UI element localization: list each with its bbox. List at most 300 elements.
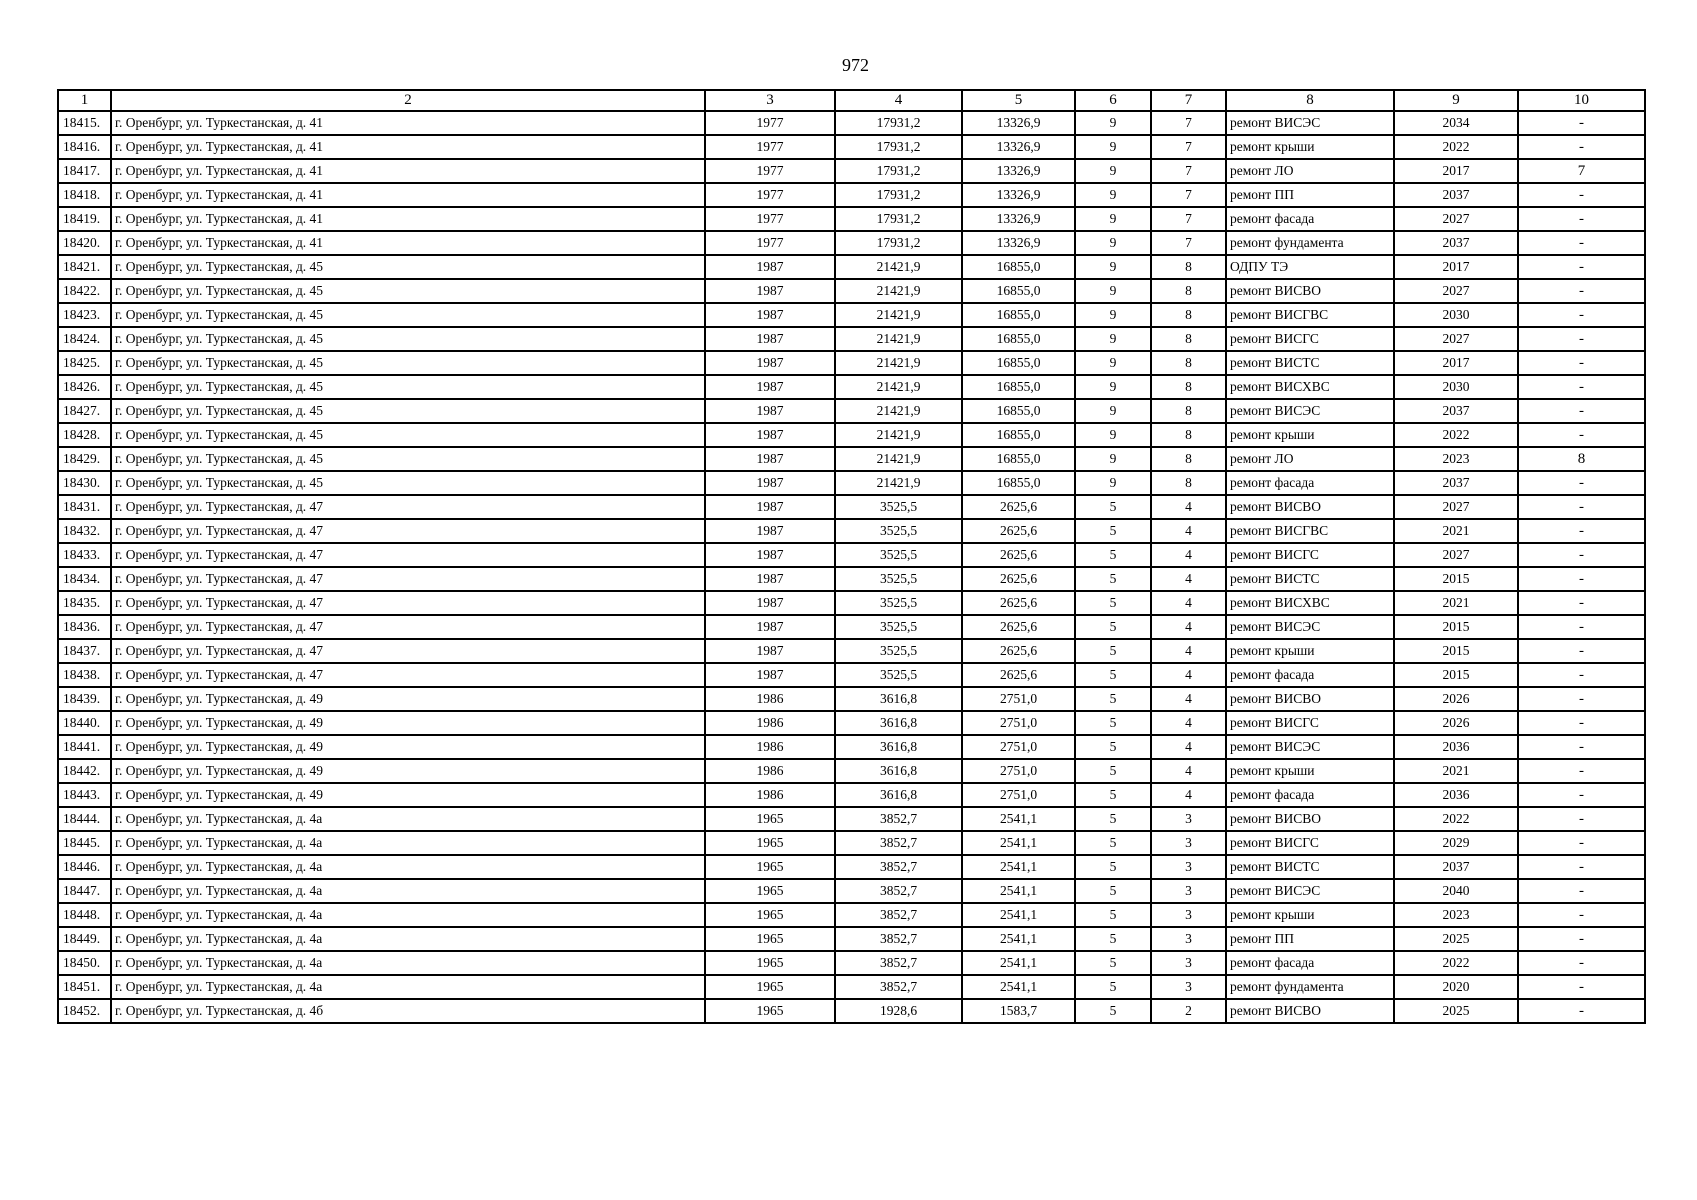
column-10-cell: - [1518,951,1645,975]
floors-cell: 5 [1075,855,1151,879]
entrances-cell: 4 [1151,735,1226,759]
living-area-cell: 16855,0 [962,255,1075,279]
column-header-6: 6 [1075,90,1151,111]
year-built-cell: 1987 [705,351,835,375]
year-built-cell: 1987 [705,495,835,519]
living-area-cell: 13326,9 [962,207,1075,231]
total-area-cell: 3852,7 [835,951,962,975]
work-type-cell: ОДПУ ТЭ [1226,255,1394,279]
table-row [58,735,1645,759]
work-type-cell: ремонт ВИСЭС [1226,615,1394,639]
year-built-cell: 1965 [705,831,835,855]
table-row [58,231,1645,255]
total-area-cell: 21421,9 [835,255,962,279]
address-cell: г. Оренбург, ул. Туркестанская, д. 45 [111,279,705,303]
total-area-cell: 21421,9 [835,279,962,303]
total-area-cell: 21421,9 [835,327,962,351]
total-area-cell: 3616,8 [835,687,962,711]
table-row [58,663,1645,687]
floors-cell: 5 [1075,759,1151,783]
year-built-cell: 1977 [705,183,835,207]
address-cell: г. Оренбург, ул. Туркестанская, д. 41 [111,231,705,255]
work-type-cell: ремонт ВИСТС [1226,351,1394,375]
row-number-cell: 18434. [58,567,111,591]
living-area-cell: 16855,0 [962,423,1075,447]
year-built-cell: 1977 [705,159,835,183]
row-number-cell: 18417. [58,159,111,183]
year-built-cell: 1987 [705,375,835,399]
total-area-cell: 3525,5 [835,543,962,567]
total-area-cell: 21421,9 [835,447,962,471]
work-type-cell: ремонт ПП [1226,183,1394,207]
column-10-cell: - [1518,495,1645,519]
column-header-10: 10 [1518,90,1645,111]
address-cell: г. Оренбург, ул. Туркестанская, д. 47 [111,495,705,519]
page-number: 972 [842,55,869,75]
planned-year-cell: 2021 [1394,591,1518,615]
entrances-cell: 4 [1151,783,1226,807]
year-built-cell: 1986 [705,735,835,759]
row-number-cell: 18420. [58,231,111,255]
floors-cell: 9 [1075,255,1151,279]
column-10-cell: - [1518,327,1645,351]
total-area-cell: 3525,5 [835,639,962,663]
entrances-cell: 4 [1151,495,1226,519]
planned-year-cell: 2026 [1394,687,1518,711]
living-area-cell: 16855,0 [962,351,1075,375]
address-cell: г. Оренбург, ул. Туркестанская, д. 4а [111,831,705,855]
row-number-cell: 18435. [58,591,111,615]
entrances-cell: 7 [1151,159,1226,183]
floors-cell: 5 [1075,495,1151,519]
floors-cell: 9 [1075,135,1151,159]
living-area-cell: 13326,9 [962,183,1075,207]
address-cell: г. Оренбург, ул. Туркестанская, д. 4а [111,975,705,999]
entrances-cell: 4 [1151,639,1226,663]
year-built-cell: 1986 [705,759,835,783]
table-row [58,639,1645,663]
column-10-cell: - [1518,543,1645,567]
address-cell: г. Оренбург, ул. Туркестанская, д. 41 [111,135,705,159]
row-number-cell: 18429. [58,447,111,471]
year-built-cell: 1986 [705,711,835,735]
table-row [58,375,1645,399]
planned-year-cell: 2030 [1394,375,1518,399]
living-area-cell: 2541,1 [962,903,1075,927]
planned-year-cell: 2026 [1394,711,1518,735]
total-area-cell: 21421,9 [835,471,962,495]
floors-cell: 9 [1075,279,1151,303]
column-10-cell: - [1518,111,1645,135]
floors-cell: 5 [1075,663,1151,687]
column-10-cell: - [1518,591,1645,615]
address-cell: г. Оренбург, ул. Туркестанская, д. 47 [111,615,705,639]
year-built-cell: 1987 [705,639,835,663]
work-type-cell: ремонт ВИСГС [1226,831,1394,855]
address-cell: г. Оренбург, ул. Туркестанская, д. 45 [111,423,705,447]
address-cell: г. Оренбург, ул. Туркестанская, д. 49 [111,735,705,759]
planned-year-cell: 2036 [1394,735,1518,759]
table-row [58,783,1645,807]
entrances-cell: 4 [1151,711,1226,735]
floors-cell: 5 [1075,519,1151,543]
column-10-cell: - [1518,615,1645,639]
living-area-cell: 2625,6 [962,639,1075,663]
row-number-cell: 18441. [58,735,111,759]
column-10-cell: - [1518,207,1645,231]
living-area-cell: 2625,6 [962,615,1075,639]
table-row [58,999,1645,1023]
column-header-5: 5 [962,90,1075,111]
column-10-cell: - [1518,375,1645,399]
planned-year-cell: 2029 [1394,831,1518,855]
year-built-cell: 1965 [705,855,835,879]
entrances-cell: 8 [1151,447,1226,471]
floors-cell: 9 [1075,471,1151,495]
work-type-cell: ремонт фасада [1226,207,1394,231]
entrances-cell: 2 [1151,999,1226,1023]
work-type-cell: ремонт ВИСВО [1226,999,1394,1023]
year-built-cell: 1965 [705,999,835,1023]
planned-year-cell: 2022 [1394,807,1518,831]
row-number-cell: 18418. [58,183,111,207]
address-cell: г. Оренбург, ул. Туркестанская, д. 41 [111,111,705,135]
year-built-cell: 1987 [705,255,835,279]
address-cell: г. Оренбург, ул. Туркестанская, д. 41 [111,183,705,207]
floors-cell: 9 [1075,111,1151,135]
address-cell: г. Оренбург, ул. Туркестанская, д. 41 [111,159,705,183]
year-built-cell: 1987 [705,543,835,567]
planned-year-cell: 2027 [1394,207,1518,231]
table-row [58,255,1645,279]
total-area-cell: 17931,2 [835,111,962,135]
planned-year-cell: 2020 [1394,975,1518,999]
living-area-cell: 2625,6 [962,495,1075,519]
total-area-cell: 3852,7 [835,831,962,855]
total-area-cell: 21421,9 [835,351,962,375]
table-row [58,423,1645,447]
planned-year-cell: 2021 [1394,519,1518,543]
work-type-cell: ремонт крыши [1226,903,1394,927]
floors-cell: 9 [1075,183,1151,207]
work-type-cell: ремонт ВИСВО [1226,279,1394,303]
column-10-cell: 7 [1518,159,1645,183]
floors-cell: 9 [1075,447,1151,471]
table-row [58,903,1645,927]
work-type-cell: ремонт крыши [1226,423,1394,447]
year-built-cell: 1987 [705,279,835,303]
column-header-1: 1 [58,90,111,111]
entrances-cell: 8 [1151,423,1226,447]
entrances-cell: 8 [1151,471,1226,495]
table-row [58,567,1645,591]
floors-cell: 5 [1075,783,1151,807]
address-cell: г. Оренбург, ул. Туркестанская, д. 4а [111,855,705,879]
total-area-cell: 21421,9 [835,399,962,423]
table-row [58,591,1645,615]
entrances-cell: 3 [1151,951,1226,975]
total-area-cell: 3616,8 [835,759,962,783]
year-built-cell: 1987 [705,399,835,423]
year-built-cell: 1986 [705,687,835,711]
entrances-cell: 4 [1151,663,1226,687]
entrances-cell: 4 [1151,519,1226,543]
living-area-cell: 2541,1 [962,807,1075,831]
entrances-cell: 3 [1151,879,1226,903]
work-type-cell: ремонт фасада [1226,783,1394,807]
year-built-cell: 1987 [705,327,835,351]
year-built-cell: 1977 [705,135,835,159]
address-cell: г. Оренбург, ул. Туркестанская, д. 45 [111,447,705,471]
table-row [58,807,1645,831]
table-row [58,159,1645,183]
year-built-cell: 1965 [705,903,835,927]
year-built-cell: 1965 [705,879,835,903]
work-type-cell: ремонт крыши [1226,759,1394,783]
living-area-cell: 13326,9 [962,135,1075,159]
column-10-cell: - [1518,879,1645,903]
column-header-7: 7 [1151,90,1226,111]
work-type-cell: ремонт ВИСТС [1226,855,1394,879]
work-type-cell: ремонт ВИСГВС [1226,519,1394,543]
table-row [58,327,1645,351]
entrances-cell: 4 [1151,759,1226,783]
row-number-cell: 18449. [58,927,111,951]
address-cell: г. Оренбург, ул. Туркестанская, д. 47 [111,591,705,615]
year-built-cell: 1977 [705,207,835,231]
year-built-cell: 1965 [705,975,835,999]
planned-year-cell: 2034 [1394,111,1518,135]
floors-cell: 9 [1075,159,1151,183]
floors-cell: 5 [1075,567,1151,591]
planned-year-cell: 2022 [1394,135,1518,159]
work-type-cell: ремонт ВИСГС [1226,711,1394,735]
living-area-cell: 16855,0 [962,327,1075,351]
column-10-cell: - [1518,279,1645,303]
entrances-cell: 8 [1151,399,1226,423]
row-number-cell: 18419. [58,207,111,231]
work-type-cell: ремонт ВИСГС [1226,543,1394,567]
total-area-cell: 3616,8 [835,711,962,735]
column-10-cell: - [1518,975,1645,999]
work-type-cell: ремонт фундамента [1226,975,1394,999]
column-10-cell: - [1518,231,1645,255]
column-10-cell: - [1518,351,1645,375]
living-area-cell: 16855,0 [962,279,1075,303]
total-area-cell: 21421,9 [835,303,962,327]
row-number-cell: 18422. [58,279,111,303]
work-type-cell: ремонт фасада [1226,663,1394,687]
entrances-cell: 4 [1151,615,1226,639]
column-10-cell: - [1518,183,1645,207]
total-area-cell: 3852,7 [835,855,962,879]
living-area-cell: 2625,6 [962,663,1075,687]
living-area-cell: 2751,0 [962,735,1075,759]
address-cell: г. Оренбург, ул. Туркестанская, д. 41 [111,207,705,231]
work-type-cell: ремонт ВИСГВС [1226,303,1394,327]
floors-cell: 5 [1075,711,1151,735]
total-area-cell: 3525,5 [835,495,962,519]
floors-cell: 5 [1075,807,1151,831]
living-area-cell: 2625,6 [962,591,1075,615]
work-type-cell: ремонт ВИСЭС [1226,399,1394,423]
work-type-cell: ремонт фасада [1226,951,1394,975]
planned-year-cell: 2027 [1394,327,1518,351]
address-cell: г. Оренбург, ул. Туркестанская, д. 47 [111,567,705,591]
floors-cell: 5 [1075,831,1151,855]
address-cell: г. Оренбург, ул. Туркестанская, д. 49 [111,759,705,783]
address-cell: г. Оренбург, ул. Туркестанская, д. 4б [111,999,705,1023]
planned-year-cell: 2017 [1394,159,1518,183]
floors-cell: 9 [1075,423,1151,447]
floors-cell: 5 [1075,975,1151,999]
work-type-cell: ремонт ВИСТС [1226,567,1394,591]
column-10-cell: - [1518,903,1645,927]
floors-cell: 5 [1075,543,1151,567]
floors-cell: 5 [1075,879,1151,903]
table-row [58,519,1645,543]
address-cell: г. Оренбург, ул. Туркестанская, д. 45 [111,471,705,495]
living-area-cell: 16855,0 [962,399,1075,423]
total-area-cell: 21421,9 [835,423,962,447]
living-area-cell: 13326,9 [962,159,1075,183]
planned-year-cell: 2027 [1394,543,1518,567]
living-area-cell: 16855,0 [962,303,1075,327]
living-area-cell: 16855,0 [962,471,1075,495]
entrances-cell: 3 [1151,927,1226,951]
column-10-cell: - [1518,735,1645,759]
table-row [58,351,1645,375]
planned-year-cell: 2037 [1394,855,1518,879]
column-10-cell: - [1518,807,1645,831]
living-area-cell: 13326,9 [962,111,1075,135]
living-area-cell: 2541,1 [962,855,1075,879]
address-cell: г. Оренбург, ул. Туркестанская, д. 45 [111,399,705,423]
floors-cell: 9 [1075,231,1151,255]
year-built-cell: 1965 [705,951,835,975]
address-cell: г. Оренбург, ул. Туркестанская, д. 4а [111,903,705,927]
living-area-cell: 2541,1 [962,879,1075,903]
row-number-cell: 18452. [58,999,111,1023]
address-cell: г. Оренбург, ул. Туркестанская, д. 47 [111,519,705,543]
column-header-8: 8 [1226,90,1394,111]
entrances-cell: 8 [1151,351,1226,375]
planned-year-cell: 2022 [1394,951,1518,975]
row-number-cell: 18427. [58,399,111,423]
column-10-cell: - [1518,567,1645,591]
entrances-cell: 7 [1151,183,1226,207]
table-row [58,207,1645,231]
table-row [58,615,1645,639]
year-built-cell: 1987 [705,303,835,327]
year-built-cell: 1987 [705,567,835,591]
work-type-cell: ремонт ВИСЭС [1226,111,1394,135]
column-header-3: 3 [705,90,835,111]
total-area-cell: 17931,2 [835,183,962,207]
entrances-cell: 8 [1151,303,1226,327]
planned-year-cell: 2015 [1394,567,1518,591]
address-cell: г. Оренбург, ул. Туркестанская, д. 49 [111,783,705,807]
row-number-cell: 18446. [58,855,111,879]
address-cell: г. Оренбург, ул. Туркестанская, д. 4а [111,879,705,903]
row-number-cell: 18451. [58,975,111,999]
entrances-cell: 3 [1151,975,1226,999]
planned-year-cell: 2025 [1394,999,1518,1023]
planned-year-cell: 2036 [1394,783,1518,807]
living-area-cell: 2541,1 [962,951,1075,975]
column-10-cell: - [1518,999,1645,1023]
planned-year-cell: 2023 [1394,903,1518,927]
work-type-cell: ремонт ВИСВО [1226,807,1394,831]
entrances-cell: 8 [1151,375,1226,399]
floors-cell: 9 [1075,207,1151,231]
column-10-cell: - [1518,519,1645,543]
table-row [58,303,1645,327]
row-number-cell: 18448. [58,903,111,927]
table-row [58,831,1645,855]
floors-cell: 5 [1075,615,1151,639]
work-type-cell: ремонт ВИСВО [1226,687,1394,711]
floors-cell: 9 [1075,399,1151,423]
entrances-cell: 4 [1151,567,1226,591]
row-number-cell: 18432. [58,519,111,543]
planned-year-cell: 2015 [1394,663,1518,687]
address-cell: г. Оренбург, ул. Туркестанская, д. 45 [111,303,705,327]
column-10-cell: 8 [1518,447,1645,471]
total-area-cell: 3525,5 [835,567,962,591]
row-number-cell: 18430. [58,471,111,495]
table-row [58,975,1645,999]
address-cell: г. Оренбург, ул. Туркестанская, д. 45 [111,351,705,375]
table-row [58,951,1645,975]
table-row [58,879,1645,903]
total-area-cell: 17931,2 [835,159,962,183]
planned-year-cell: 2017 [1394,255,1518,279]
address-cell: г. Оренбург, ул. Туркестанская, д. 45 [111,255,705,279]
floors-cell: 5 [1075,927,1151,951]
table-row [58,687,1645,711]
column-10-cell: - [1518,423,1645,447]
column-10-cell: - [1518,639,1645,663]
address-cell: г. Оренбург, ул. Туркестанская, д. 49 [111,687,705,711]
year-built-cell: 1987 [705,471,835,495]
row-number-cell: 18444. [58,807,111,831]
planned-year-cell: 2040 [1394,879,1518,903]
total-area-cell: 3525,5 [835,663,962,687]
entrances-cell: 3 [1151,807,1226,831]
entrances-cell: 4 [1151,687,1226,711]
floors-cell: 5 [1075,903,1151,927]
row-number-cell: 18423. [58,303,111,327]
address-cell: г. Оренбург, ул. Туркестанская, д. 4а [111,951,705,975]
total-area-cell: 3525,5 [835,615,962,639]
row-number-cell: 18415. [58,111,111,135]
row-number-cell: 18437. [58,639,111,663]
planned-year-cell: 2021 [1394,759,1518,783]
row-number-cell: 18416. [58,135,111,159]
address-cell: г. Оренбург, ул. Туркестанская, д. 49 [111,711,705,735]
entrances-cell: 3 [1151,855,1226,879]
living-area-cell: 2625,6 [962,543,1075,567]
work-type-cell: ремонт фундамента [1226,231,1394,255]
row-number-cell: 18426. [58,375,111,399]
row-number-cell: 18431. [58,495,111,519]
table-row [58,135,1645,159]
planned-year-cell: 2023 [1394,447,1518,471]
year-built-cell: 1977 [705,231,835,255]
total-area-cell: 21421,9 [835,375,962,399]
row-number-cell: 18438. [58,663,111,687]
